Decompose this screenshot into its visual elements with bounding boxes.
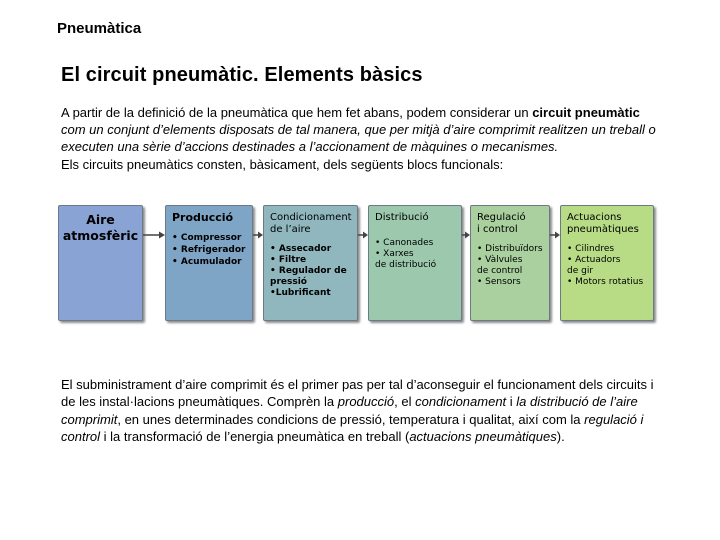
block-condicionament bbox=[263, 205, 358, 321]
block-item: • Motors rotatius bbox=[567, 277, 644, 287]
body-paragraph bbox=[61, 376, 661, 446]
block-item: • Filtre bbox=[270, 255, 307, 265]
body-text: El subministrament d’aire comprimit és el primer pas per tal d’aconseguir el funcionament dels circuits i de les instal·lacions pneumàtiques. Comprèn la bbox=[61, 377, 654, 410]
body-text: , el bbox=[394, 394, 416, 410]
arrow-icon bbox=[462, 231, 470, 239]
arrow-icon bbox=[143, 231, 165, 239]
term-distribucio: la distribució de l’aire comprimit bbox=[61, 394, 638, 427]
block-produccio bbox=[165, 205, 253, 321]
block-item: • Xarxes de distribució bbox=[375, 249, 437, 270]
block-title: Condicionament de l’aire bbox=[270, 212, 352, 235]
body-text: i la transformació de l’energia pneumàtica en treball ( bbox=[100, 429, 410, 445]
block-item: • Refrigerador bbox=[172, 245, 246, 255]
block-title: Actuacions pneumàtiques bbox=[567, 212, 639, 235]
term-condicionament: condicionament bbox=[415, 394, 507, 410]
block-item: • Canonades bbox=[375, 238, 434, 248]
block-title: Producció bbox=[172, 211, 234, 224]
block-title: Aire atmosfèric bbox=[62, 212, 139, 243]
block-item: • Sensors bbox=[477, 277, 521, 287]
intro-paragraph bbox=[61, 104, 661, 173]
intro-sentence-2: Els circuits pneumàtics consten, bàsicament, dels següents blocs funcionals: bbox=[61, 156, 504, 172]
block-title: Regulació i control bbox=[477, 212, 526, 235]
block-actuacions bbox=[560, 205, 654, 321]
intro-bold-term: circuit pneumàtic bbox=[532, 105, 640, 120]
block-item: • Assecador bbox=[270, 244, 332, 254]
slide-title: El circuit pneumàtic. Elements bàsics bbox=[61, 64, 423, 86]
arrow-icon bbox=[550, 231, 560, 239]
intro-italic-definition: com un conjunt d’elements disposats de tal manera, que per mitjà d’aire comprimit realitzen un treball o executen una sèrie d’accions destinades a l’accionament de màquines o mecanismes. bbox=[61, 122, 656, 155]
functional-blocks-diagram bbox=[58, 205, 654, 323]
intro-text-a: A partir de la definició de la pneumàtica que hem fet abans, podem considerar un bbox=[61, 105, 533, 120]
body-text: ). bbox=[556, 429, 565, 445]
block-aire-atmosferic bbox=[58, 205, 143, 321]
term-regulacio: regulació i control bbox=[61, 411, 644, 445]
block-item: • Distribuïdors bbox=[477, 244, 543, 254]
block-distribucio bbox=[368, 205, 462, 321]
arrow-icon bbox=[253, 231, 263, 239]
body-text: i bbox=[506, 394, 517, 410]
intro-sentence-1 bbox=[61, 104, 661, 156]
arrow-icon bbox=[358, 231, 368, 239]
page-header: Pneumàtica bbox=[57, 20, 142, 37]
term-actuacions: actuacions pneumàtiques bbox=[409, 429, 557, 445]
block-item: • Actuadors de gir bbox=[567, 255, 621, 276]
block-title: Distribució bbox=[375, 212, 429, 223]
term-produccio: producció bbox=[337, 394, 395, 410]
block-item: • Cilindres bbox=[567, 244, 615, 254]
block-item: • Vàlvules de control bbox=[477, 255, 523, 276]
block-item: • Compressor bbox=[172, 233, 242, 243]
block-regulacio-control bbox=[470, 205, 550, 321]
block-item: •Lubrificant bbox=[270, 288, 331, 298]
block-item: • Acumulador bbox=[172, 257, 242, 267]
block-item: • Regulador de pressió bbox=[270, 266, 347, 287]
body-text: , en unes determinades condicions de pressió, temperatura i qualitat, així com la bbox=[117, 411, 585, 427]
